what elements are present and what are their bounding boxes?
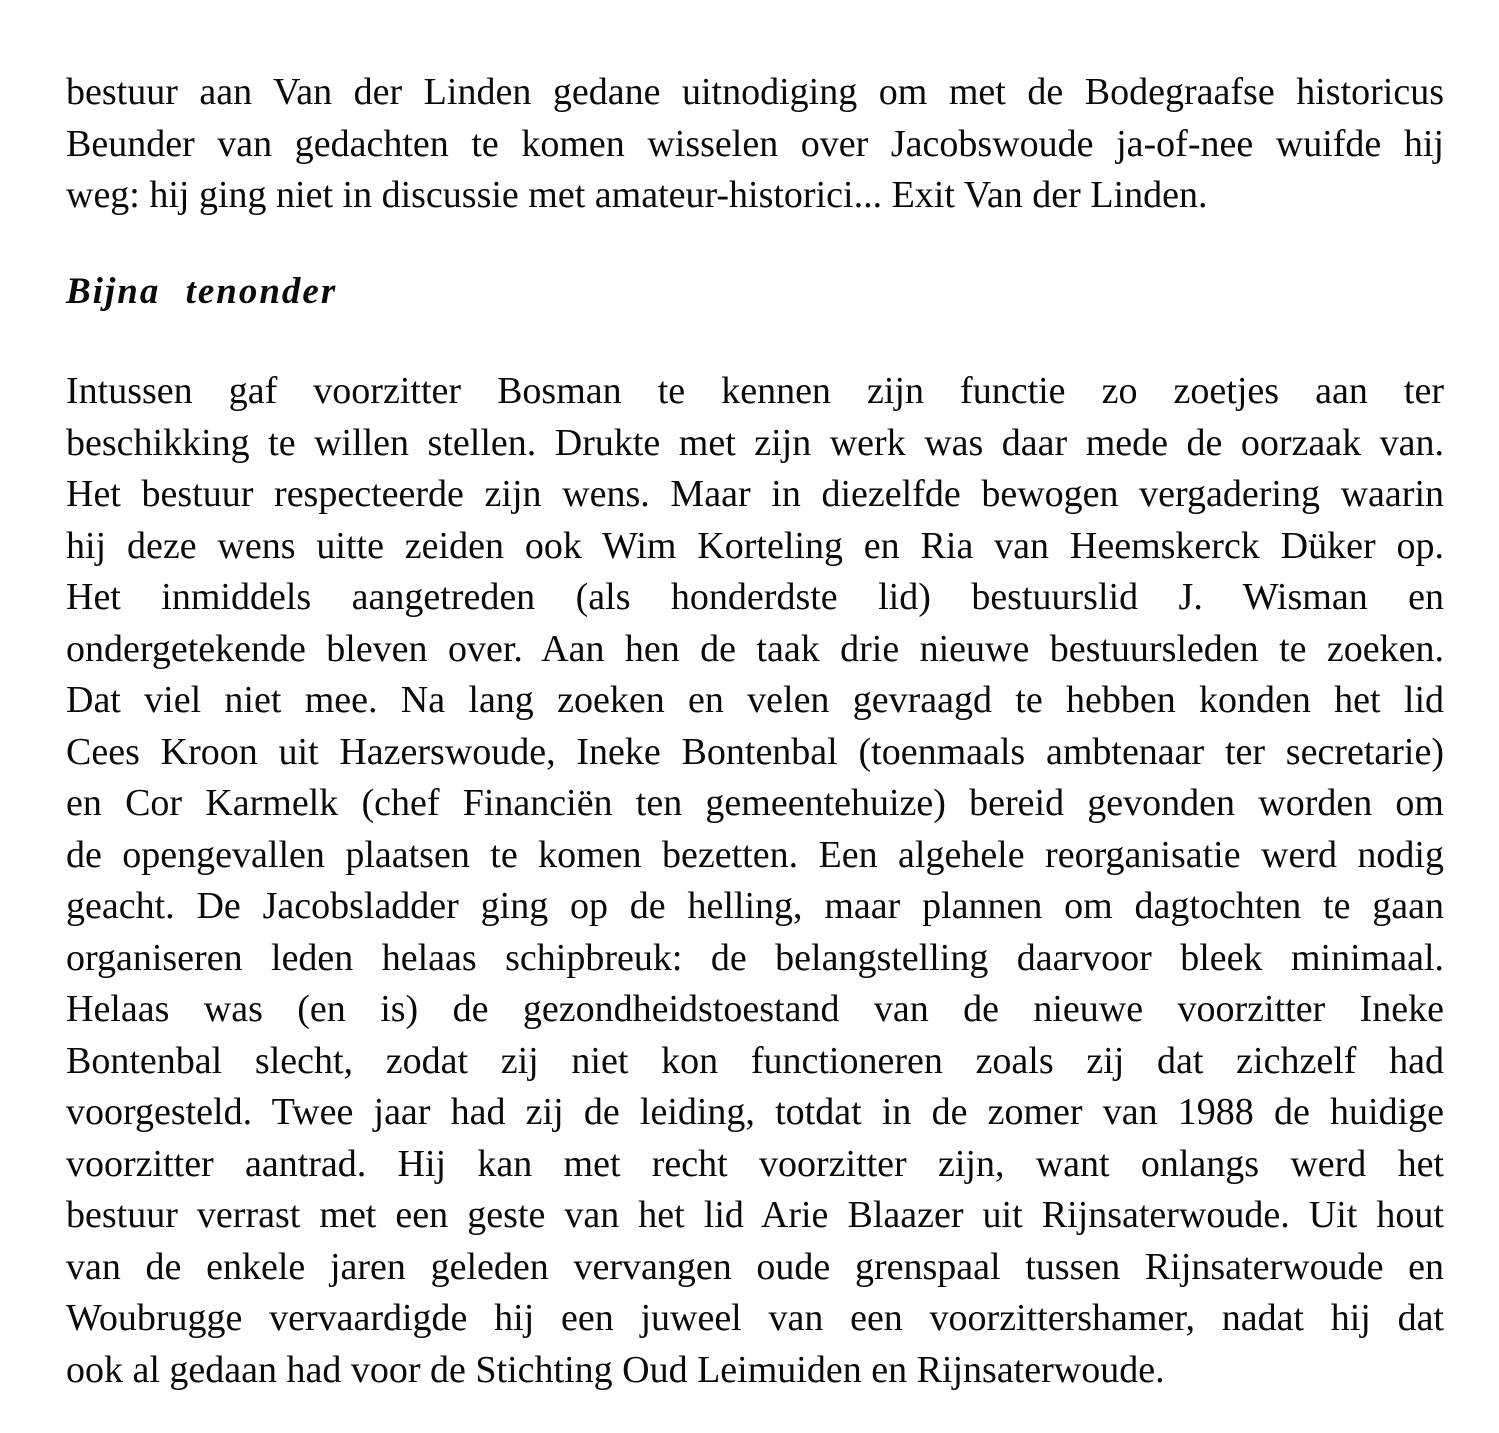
text-line: hij deze wens uitte zeiden ook Wim Korteling en Ria van Heemskerck Düker op. <box>66 524 1444 567</box>
text-line: en Cor Karmelk (chef Financiën ten gemeentehuize) bereid gevonden worden om <box>66 782 1444 824</box>
text-line: ondergetekende bleven over. Aan hen de taak drie nieuwe bestuursleden te zoeken. <box>66 627 1444 670</box>
text-line: Het bestuur respecteerde zijn wens. Maar in diezelfde bewogen vergadering waarin <box>66 473 1444 515</box>
text-line: organiseren leden helaas schipbreuk: de belangstelling daarvoor bleek minimaal. <box>66 936 1444 979</box>
text-line: bestuur aan Van der Linden gedane uitnodiging om met de Bodegraafse historicus <box>66 71 1444 113</box>
text-line: Helaas was (en is) de gezondheidstoestand van de nieuwe voorzitter Ineke <box>66 988 1444 1030</box>
section-heading: Bijna tenonder <box>66 271 338 312</box>
text-line: voorgesteld. Twee jaar had zij de leiding, totdat in de zomer van 1988 de huidige <box>66 1091 1444 1133</box>
text-line: Cees Kroon uit Hazerswoude, Ineke Bontenbal (toenmaals ambtenaar ter secretarie) <box>66 730 1444 773</box>
text-line: bestuur verrast met een geste van het lid Arie Blaazer uit Rijnsaterwoude. Uit hout <box>66 1194 1444 1236</box>
text-line: voorzitter aantrad. Hij kan met recht voorzitter zijn, want onlangs werd het <box>66 1142 1444 1185</box>
text-line: Bontenbal slecht, zodat zij niet kon functioneren zoals zij dat zichzelf had <box>66 1039 1444 1082</box>
text-line: de opengevallen plaatsen te komen bezetten. Een algehele reorganisatie werd nodig <box>66 833 1444 876</box>
text-line: beschikking te willen stellen. Drukte met zijn werk was daar mede de oorzaak van. <box>66 421 1444 464</box>
text-line: weg: hij ging niet in discussie met amateur-historici... Exit Van der Linden. <box>66 174 1208 216</box>
text-line: Woubrugge vervaardigde hij een juweel van een voorzittershamer, nadat hij dat <box>66 1297 1444 1339</box>
paragraph-2 <box>66 366 1444 1396</box>
text-line: geacht. De Jacobsladder ging op de helling, maar plannen om dagtochten te gaan <box>66 885 1444 927</box>
text-line: Het inmiddels aangetreden (als honderdste lid) bestuurslid J. Wisman en <box>66 576 1444 618</box>
text-line: van de enkele jaren geleden vervangen oude grenspaal tussen Rijnsaterwoude en <box>66 1245 1444 1288</box>
text-line: Dat viel niet mee. Na lang zoeken en velen gevraagd te hebben konden het lid <box>66 679 1444 721</box>
text-line: ook al gedaan had voor de Stichting Oud Leimuiden en Rijnsaterwoude. <box>66 1348 1165 1391</box>
text-line: Intussen gaf voorzitter Bosman te kennen zijn functie zo zoetjes aan ter <box>66 370 1444 412</box>
paragraph-1 <box>66 67 1444 222</box>
text-line: Beunder van gedachten te komen wisselen over Jacobswoude ja-of-nee wuifde hij <box>66 122 1444 165</box>
